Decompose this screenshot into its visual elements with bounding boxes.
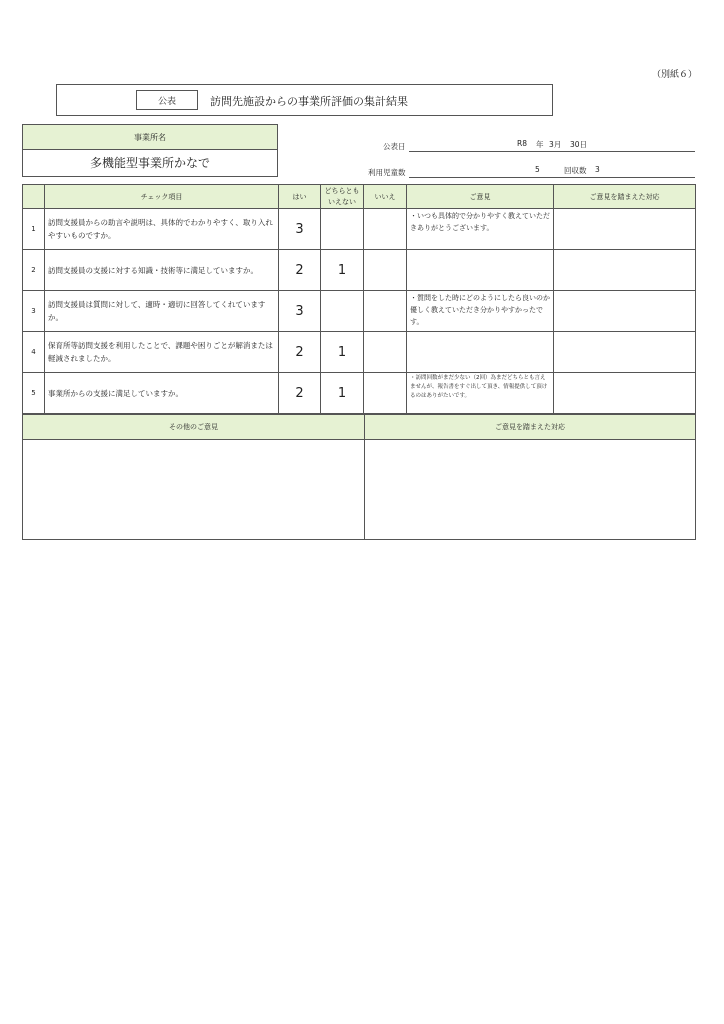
publication-year: R8 bbox=[517, 139, 527, 148]
other-opinions-table bbox=[22, 414, 696, 540]
row-no-count bbox=[364, 250, 407, 291]
office-name-value: 多機能型事業所かなで bbox=[22, 149, 278, 177]
publication-date-line bbox=[409, 151, 695, 152]
row-yes-count: 2 bbox=[279, 250, 321, 291]
row-neither-count bbox=[321, 209, 364, 250]
row-question: 訪問支援員からの助言や説明は、具体的でわかりやすく、取り入れやすいものですか。 bbox=[45, 209, 279, 250]
responses-value: 3 bbox=[595, 165, 600, 174]
row-response bbox=[554, 250, 696, 291]
year-unit: 年 bbox=[536, 140, 544, 149]
page-title: 訪問先施設からの事業所評価の集計結果 bbox=[210, 95, 408, 108]
row-opinion: ・質問をした時にどのようにしたら良いのか優しく教えていただき分かりやすかったです。 bbox=[407, 291, 554, 332]
row-question: 事業所からの支援に満足していますか。 bbox=[45, 373, 279, 414]
users-count-value: 5 bbox=[535, 165, 540, 174]
row-opinion bbox=[407, 332, 554, 373]
header-yes: はい bbox=[279, 185, 321, 209]
row-number: 1 bbox=[23, 209, 45, 250]
table-row bbox=[23, 250, 696, 291]
row-response bbox=[554, 291, 696, 332]
row-question: 保育所等訪問支援を利用したことで、課題や困りごとが解消または軽減されましたか。 bbox=[45, 332, 279, 373]
row-number: 3 bbox=[23, 291, 45, 332]
header-check-item: チェック項目 bbox=[45, 185, 279, 209]
row-no-count bbox=[364, 373, 407, 414]
table-row bbox=[23, 291, 696, 332]
users-count-label: 利用児童数 bbox=[368, 168, 406, 177]
header-response: ご意見を踏まえた対応 bbox=[554, 185, 696, 209]
header-opinion: ご意見 bbox=[407, 185, 554, 209]
row-yes-count: 2 bbox=[279, 332, 321, 373]
table-header-row bbox=[23, 185, 696, 209]
header-neither-line2: いえない bbox=[328, 197, 356, 206]
row-no-count bbox=[364, 291, 407, 332]
header-neither bbox=[321, 185, 364, 209]
table-row bbox=[23, 209, 696, 250]
publication-day: 30日 bbox=[570, 140, 588, 149]
row-neither-count: 1 bbox=[321, 332, 364, 373]
other-opinions-label: その他のご意見 bbox=[23, 415, 365, 440]
row-question: 訪問支援員は質問に対して、適時・適切に回答してくれていますか。 bbox=[45, 291, 279, 332]
row-yes-count: 3 bbox=[279, 209, 321, 250]
row-response bbox=[554, 373, 696, 414]
row-no-count bbox=[364, 209, 407, 250]
responses-label: 回収数 bbox=[564, 166, 587, 175]
header-no: いいえ bbox=[364, 185, 407, 209]
row-number: 5 bbox=[23, 373, 45, 414]
office-name-label: 事業所名 bbox=[22, 124, 278, 150]
publication-date-label: 公表日 bbox=[383, 142, 406, 151]
row-neither-count bbox=[321, 291, 364, 332]
other-opinions-area bbox=[23, 440, 365, 540]
table-row bbox=[23, 332, 696, 373]
other-response-area bbox=[365, 440, 696, 540]
other-response-label: ご意見を踏まえた対応 bbox=[365, 415, 696, 440]
row-number: 2 bbox=[23, 250, 45, 291]
row-yes-count: 2 bbox=[279, 373, 321, 414]
row-opinion: ・いつも具体的で分かりやすく教えていただきありがとうございます。 bbox=[407, 209, 554, 250]
row-neither-count: 1 bbox=[321, 250, 364, 291]
evaluation-table bbox=[22, 184, 696, 414]
row-opinion bbox=[407, 250, 554, 291]
header-neither-line1: どちらとも bbox=[324, 186, 360, 195]
row-neither-count: 1 bbox=[321, 373, 364, 414]
users-count-line bbox=[409, 177, 695, 178]
row-no-count bbox=[364, 332, 407, 373]
row-question: 訪問支援員の支援に対する知識・技術等に満足していますか。 bbox=[45, 250, 279, 291]
attachment-reference: （別紙６） bbox=[652, 70, 698, 80]
row-opinion: ・訪問回数がまだ少ない（2回）為まだどちらとも言えませんが、報告書をすぐ出して頂き、情報提供して頂けるのはありがたいです。 bbox=[407, 373, 554, 414]
row-response bbox=[554, 209, 696, 250]
publication-month: 3月 bbox=[549, 140, 562, 149]
row-number: 4 bbox=[23, 332, 45, 373]
row-response bbox=[554, 332, 696, 373]
header-number bbox=[23, 185, 45, 209]
table-row bbox=[23, 373, 696, 414]
publication-badge: 公表 bbox=[136, 90, 198, 110]
row-yes-count: 3 bbox=[279, 291, 321, 332]
